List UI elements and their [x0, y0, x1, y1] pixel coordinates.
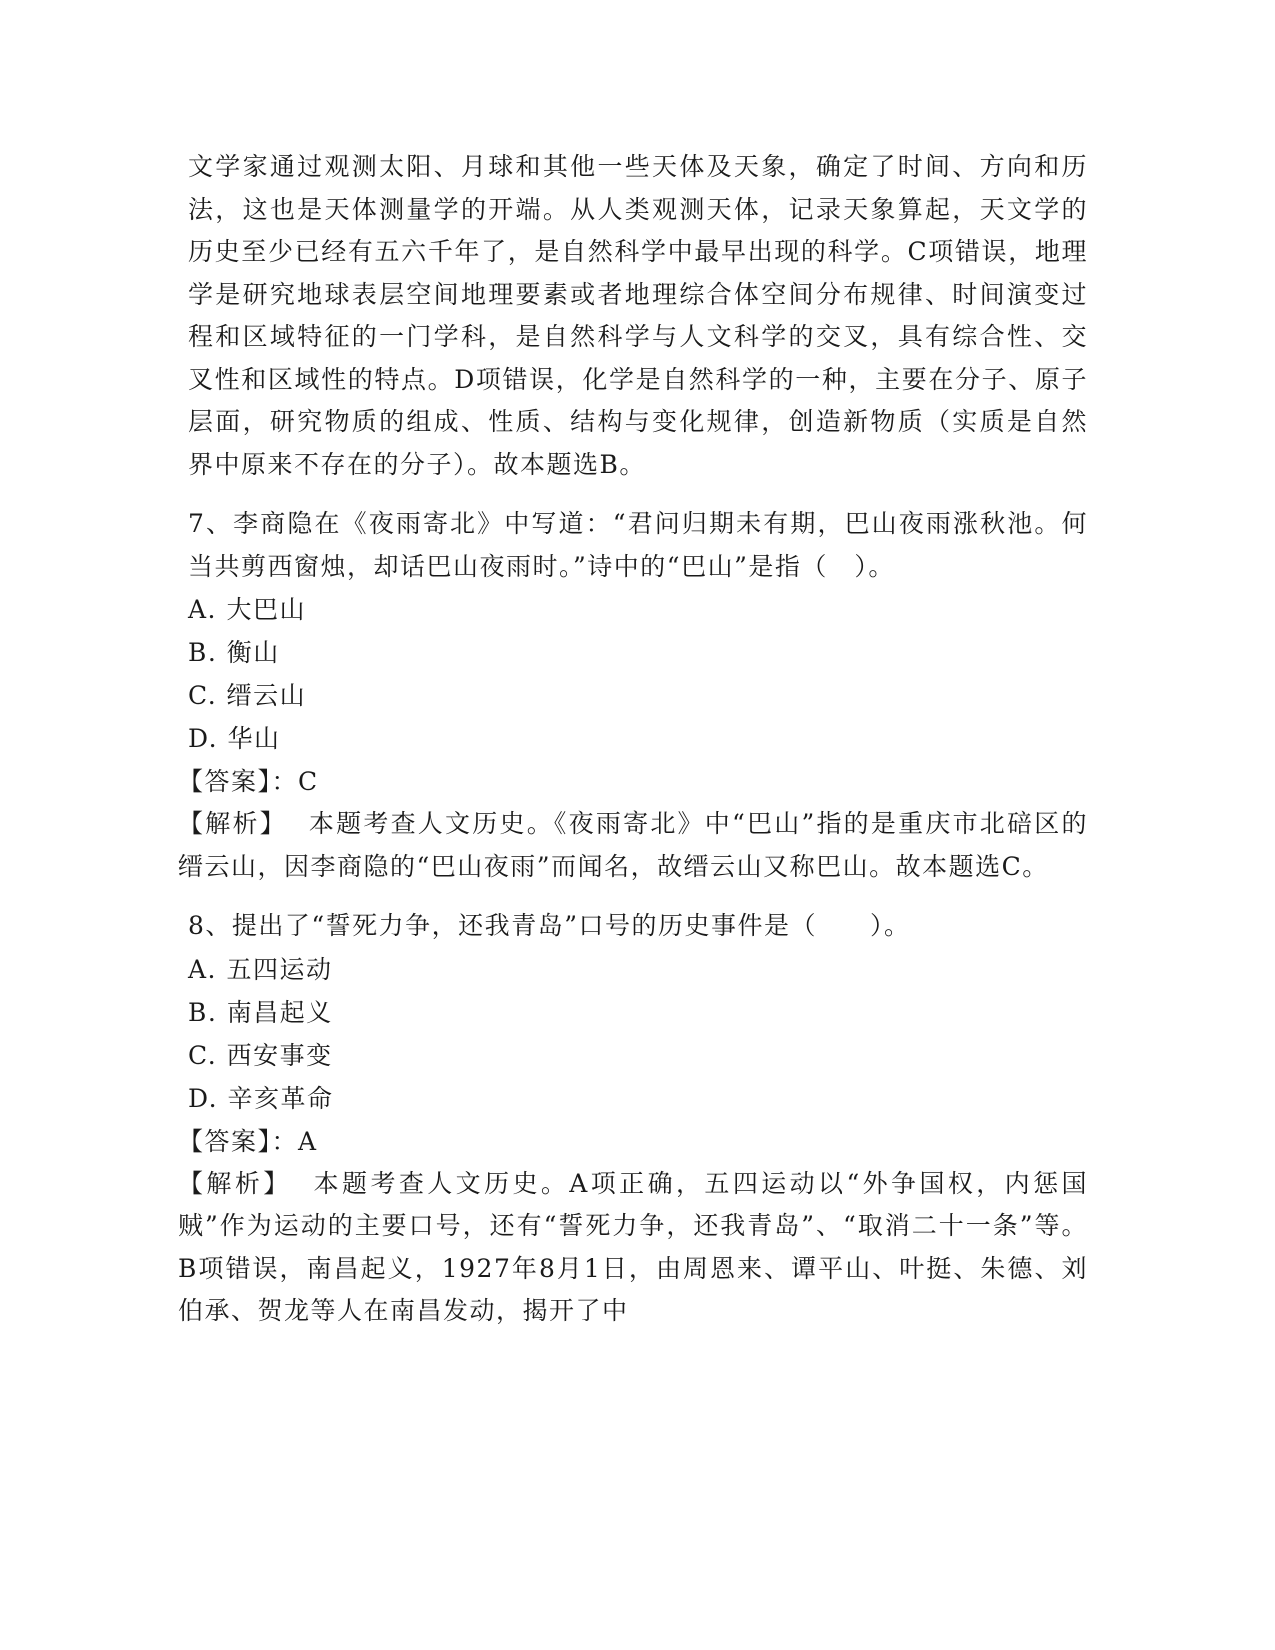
- spacer: [188, 888, 1088, 905]
- question-7-option-d: D. 华山: [188, 724, 281, 753]
- answer-label: 【答案】：: [178, 1126, 299, 1156]
- question-8-answer-row: [178, 1120, 1088, 1163]
- question-8-analysis: [178, 1163, 1088, 1333]
- question-7-option-c: C. 缙云山: [188, 681, 307, 710]
- question-8-option-d: D. 辛亥革命: [188, 1083, 334, 1113]
- answer-label: 【答案】：: [178, 767, 299, 796]
- question-8-option-c: C. 西安事变: [188, 1040, 333, 1070]
- question-8-option-b: B. 南昌起义: [188, 997, 333, 1027]
- question-7-option-b: B. 衡山: [188, 638, 280, 667]
- question-7-stem: 7、李商隐在《夜雨寄北》中写道：“君问归期未有期，巴山夜雨涨秋池。何当共剪西窗烛，却话巴山夜雨时。”诗中的“巴山”是指（ ）。: [188, 509, 1088, 581]
- question-8-answer: A: [298, 1126, 318, 1156]
- question-7: [178, 503, 1088, 888]
- question-7-answer-row: [178, 760, 1088, 803]
- question-8-analysis-text: 本题考查人文历史。A项正确，五四运动以“外争国权，内惩国贼”作为运动的主要口号，还有“誓死力争，还我青岛”、“取消二十一条”等。B项错误，南昌起义，1927年8月1日，由周恩来、谭平山、叶挺、朱德、刘伯承、贺龙等人在南昌发动，揭开了中: [178, 1168, 1088, 1325]
- analysis-label: 【解析】: [178, 809, 287, 838]
- question-7-option-a: A. 大巴山: [188, 595, 306, 624]
- question-7-analysis-text: 本题考查人文历史。《夜雨寄北》中“巴山”指的是重庆市北碚区的缙云山，因李商隐的“巴山夜雨”而闻名，故缙云山又称巴山。故本题选C。: [178, 809, 1088, 881]
- question-7-answer: C: [298, 767, 319, 796]
- spacer: [188, 486, 1088, 503]
- question-8-option-a: A. 五四运动: [188, 954, 333, 984]
- analysis-label: 【解析】: [178, 1168, 292, 1198]
- question-7-analysis: [178, 803, 1088, 888]
- previous-question-analysis: 文学家通过观测太阳、月球和其他一些天体及天象，确定了时间、方向和历法，这也是天体测量学的开端。从人类观测天体，记录天象算起，天文学的历史至少已经有五六千年了，是自然科学中最早出现的科学。C项错误，地理学是研究地球表层空间地理要素或者地理综合体空间分布规律、时间演变过程和区域特征的一门学科，是自然科学与人文科学的交叉，具有综合性、交叉性和区域性的特点。D项错误，化学是自然科学的一种，主要在分子、原子层面，研究物质的组成、性质、结构与变化规律，创造新物质（实质是自然界中原来不存在的分子）。故本题选B。: [188, 152, 1088, 479]
- question-8-stem: 8、提出了“誓死力争，还我青岛”口号的历史事件是（ ）。: [188, 911, 911, 940]
- document-page: [178, 146, 1088, 1333]
- question-8: [178, 905, 1088, 1333]
